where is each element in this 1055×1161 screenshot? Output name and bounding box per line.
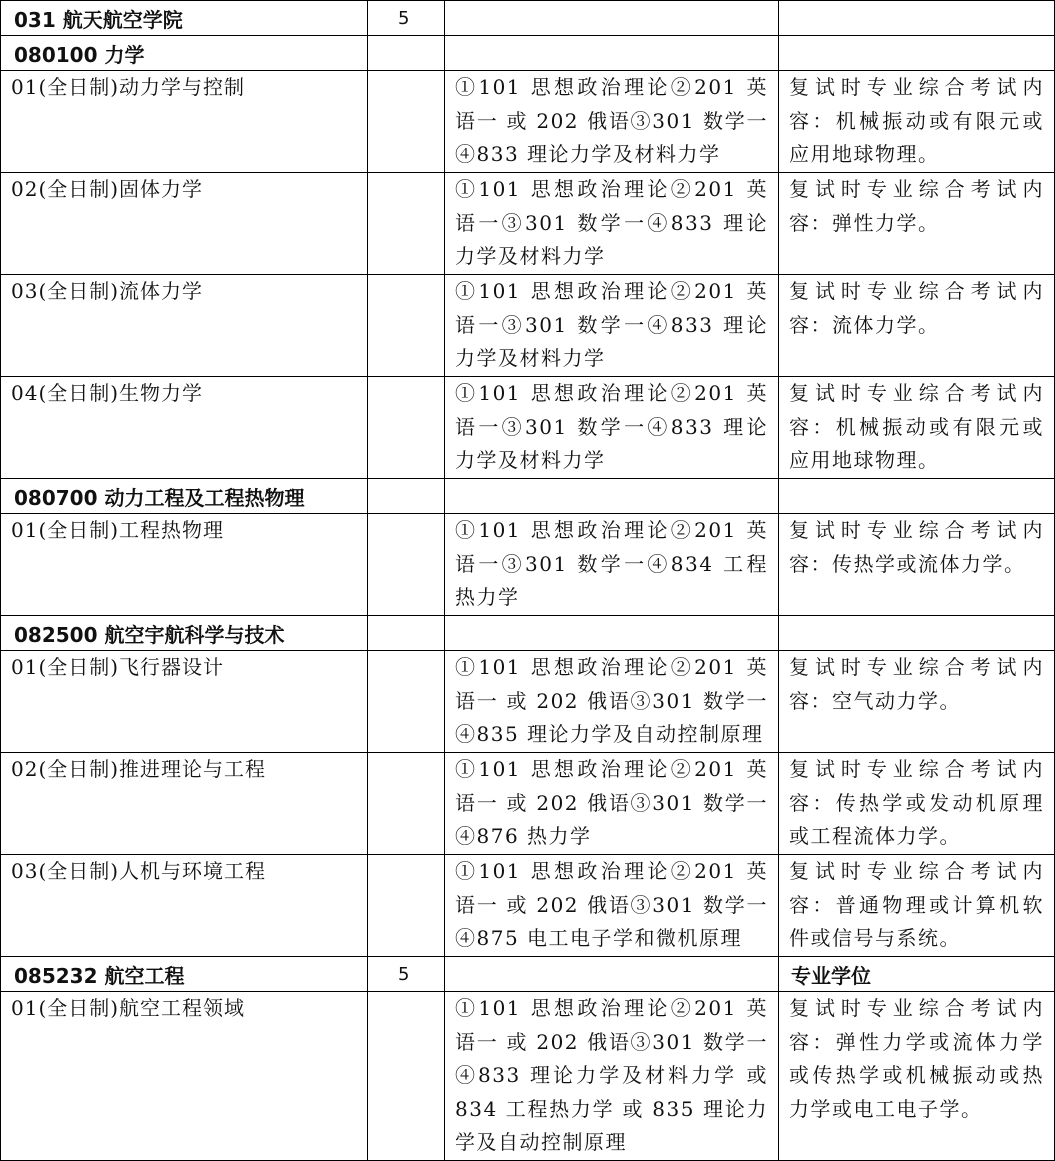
major-quota: 5 [368,957,445,992]
exam-subjects: ①101 思想政治理论②201 英语一③301 数学一④833 理论力学及材料力学 [445,377,779,479]
direction-quota-cell [368,71,445,173]
direction-row [1,651,1055,753]
direction-quota-cell [368,992,445,1161]
direction-quota-cell [368,753,445,855]
direction-quota-cell [368,377,445,479]
school-quota: 5 [368,1,445,36]
direction-row [1,71,1055,173]
major-exam-cell [445,957,779,992]
exam-subjects: ①101 思想政治理论②201 英语一③301 数学一④834 工程热力学 [445,514,779,616]
direction-name: 03(全日制)人机与环境工程 [1,855,368,957]
remark: 复试时专业综合考试内容：机械振动或有限元或应用地球物理。 [779,71,1055,173]
remark: 复试时专业综合考试内容：流体力学。 [779,275,1055,377]
major-quota [368,479,445,514]
major-exam-cell [445,616,779,651]
direction-row [1,275,1055,377]
remark: 复试时专业综合考试内容：弹性力学或流体力学或传热学或机械振动或热力学或电工电子学。 [779,992,1055,1161]
remark: 复试时专业综合考试内容：空气动力学。 [779,651,1055,753]
exam-subjects: ①101 思想政治理论②201 英语一③301 数学一④833 理论力学及材料力学 [445,275,779,377]
remark: 复试时专业综合考试内容：传热学或发动机原理或工程流体力学。 [779,753,1055,855]
direction-quota-cell [368,173,445,275]
direction-quota-cell [368,651,445,753]
school-note-cell [779,1,1055,36]
major-name: 085232 航空工程 [1,957,368,992]
direction-name: 03(全日制)流体力学 [1,275,368,377]
direction-name: 01(全日制)飞行器设计 [1,651,368,753]
direction-row [1,855,1055,957]
direction-quota-cell [368,275,445,377]
major-name: 080100 力学 [1,36,368,71]
exam-subjects: ①101 思想政治理论②201 英语一 或 202 俄语③301 数学一④875 电工电子学和微机原理 [445,855,779,957]
major-header-row [1,616,1055,651]
direction-row [1,753,1055,855]
major-exam-cell [445,36,779,71]
direction-row [1,514,1055,616]
direction-quota-cell [368,855,445,957]
exam-subjects: ①101 思想政治理论②201 英语一③301 数学一④833 理论力学及材料力学 [445,173,779,275]
direction-name: 01(全日制)工程热物理 [1,514,368,616]
remark: 复试时专业综合考试内容：机械振动或有限元或应用地球物理。 [779,377,1055,479]
major-header-row [1,36,1055,71]
school-header-row [1,1,1055,36]
major-note-cell [779,36,1055,71]
major-header-row [1,957,1055,992]
major-quota [368,36,445,71]
exam-subjects: ①101 思想政治理论②201 英语一 或 202 俄语③301 数学一④833 理论力学及材料力学 [445,71,779,173]
school-exam-cell [445,1,779,36]
remark: 复试时专业综合考试内容：传热学或流体力学。 [779,514,1055,616]
direction-row [1,173,1055,275]
direction-name: 02(全日制)固体力学 [1,173,368,275]
major-exam-cell [445,479,779,514]
major-quota [368,616,445,651]
school-name: 031 航天航空学院 [1,1,368,36]
direction-name: 01(全日制)动力学与控制 [1,71,368,173]
direction-row [1,377,1055,479]
major-note-cell [779,616,1055,651]
exam-subjects: ①101 思想政治理论②201 英语一 或 202 俄语③301 数学一④833 理论力学及材料力学 或 834 工程热力学 或 835 理论力学及自动控制原理 [445,992,779,1161]
major-note-cell [779,479,1055,514]
direction-name: 01(全日制)航空工程领域 [1,992,368,1161]
exam-subjects: ①101 思想政治理论②201 英语一 或 202 俄语③301 数学一④835 理论力学及自动控制原理 [445,651,779,753]
major-name: 082500 航空宇航科学与技术 [1,616,368,651]
remark: 复试时专业综合考试内容：弹性力学。 [779,173,1055,275]
direction-name: 04(全日制)生物力学 [1,377,368,479]
remark: 复试时专业综合考试内容：普通物理或计算机软件或信号与系统。 [779,855,1055,957]
major-header-row [1,479,1055,514]
direction-name: 02(全日制)推进理论与工程 [1,753,368,855]
direction-quota-cell [368,514,445,616]
degree-type-label: 专业学位 [779,957,1055,992]
direction-row [1,992,1055,1161]
major-name: 080700 动力工程及工程热物理 [1,479,368,514]
exam-subjects: ①101 思想政治理论②201 英语一 或 202 俄语③301 数学一④876 热力学 [445,753,779,855]
